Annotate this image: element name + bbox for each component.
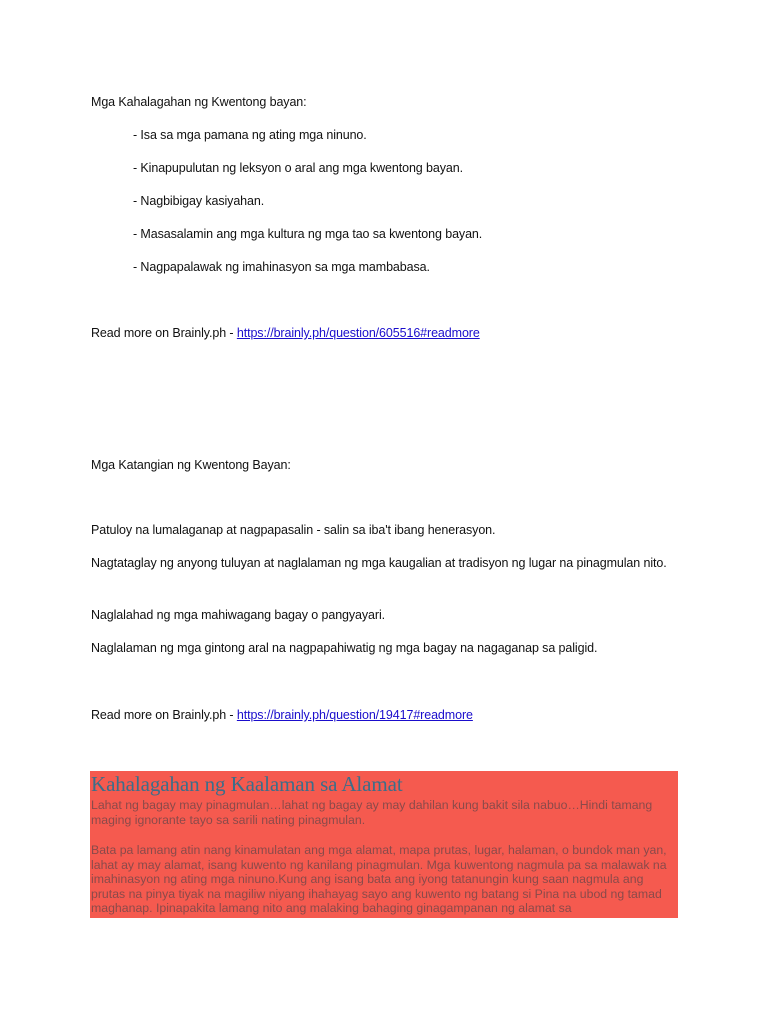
- alamat-paragraph-1: Lahat ng bagay may pinagmulan…lahat ng bagay ay may dahilan kung bakit sila nabuo…Hindi tamang maging ignorante tayo sa sarili nating pinagmulan.: [91, 798, 653, 827]
- alamat-title: Kahalagahan ng Kaalaman sa Alamat: [91, 772, 403, 796]
- alamat-section: [90, 771, 678, 918]
- section2-paragraph-1: Patuloy na lumalaganap at nagpapasalin - salin sa iba't ibang henerasyon.: [91, 523, 496, 537]
- section1-readmore-prefix: Read more on Brainly.ph -: [91, 326, 237, 340]
- section1-heading: Mga Kahalagahan ng Kwentong bayan:: [91, 95, 307, 109]
- section2-readmore-link[interactable]: https://brainly.ph/question/19417#readmore: [236, 708, 473, 722]
- section2-heading: Mga Katangian ng Kwentong Bayan:: [91, 458, 291, 472]
- section1-bullet-5: - Nagpapalawak ng imahinasyon sa mga mambabasa.: [133, 260, 430, 274]
- section2-paragraph-2: Nagtataglay ng anyong tuluyan at naglalaman ng mga kaugalian at tradisyon ng lugar na pinagmulan nito.: [91, 556, 667, 570]
- section1-bullet-2: - Kinapupulutan ng leksyon o aral ang mga kwentong bayan.: [133, 161, 463, 175]
- section2-paragraph-4: Naglalaman ng mga gintong aral na nagpapahiwatig ng mga bagay na nagaganap sa paligid.: [91, 641, 598, 655]
- section1-bullet-3: - Nagbibigay kasiyahan.: [133, 194, 265, 208]
- section1-bullet-4: - Masasalamin ang mga kultura ng mga tao sa kwentong bayan.: [133, 227, 483, 241]
- section1-readmore-link[interactable]: https://brainly.ph/question/605516#readmore: [236, 326, 480, 340]
- section2-readmore-prefix: Read more on Brainly.ph -: [91, 708, 237, 722]
- alamat-paragraph-2: Bata pa lamang atin nang kinamulatan ang mga alamat, mapa prutas, lugar, halaman, o bundok man yan, lahat ay may alamat, isang kuwento ng kanilang pinagmulan. Mga kuwentong nagmula pa sa malawak na imahinasyon ng ating mga ninuno.Kung ang isang bata ang iyong tatanungin kung saan nagmula ang prutas na pinya tiyak na magiliw niyang ihahayag sayo ang kuwento ng batang si Pina na ubod ng tamad maghanap. Ipinapakita lamang nito ang malaking bahaging ginagampanan ng alamat sa: [91, 843, 667, 915]
- section2-readmore: [91, 708, 473, 722]
- section1-bullet-1: - Isa sa mga pamana ng ating mga ninuno.: [133, 128, 367, 142]
- section2-paragraph-3: Naglalahad ng mga mahiwagang bagay o pangyayari.: [91, 608, 386, 622]
- section1-readmore: [91, 326, 480, 340]
